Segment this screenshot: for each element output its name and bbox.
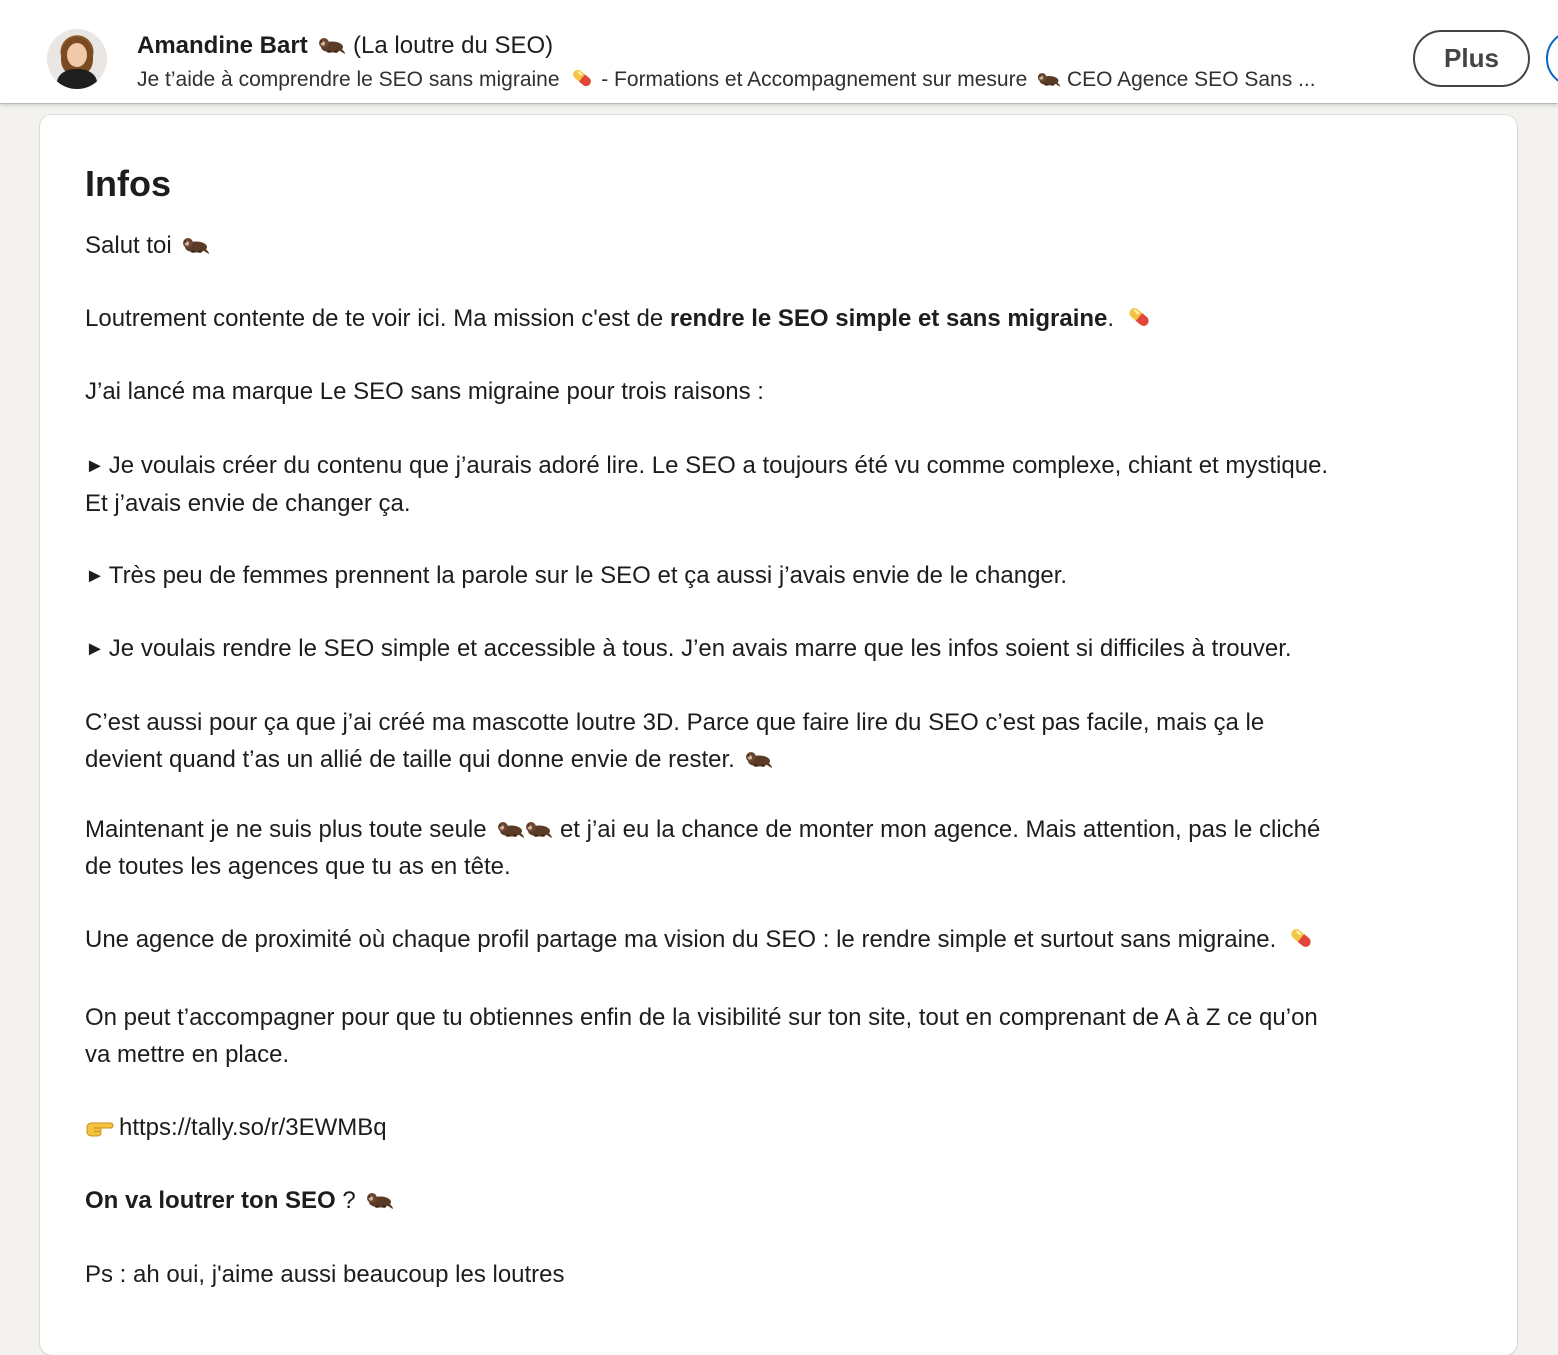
section-title: Infos [85,163,171,204]
otter-emoji-icon [366,1190,394,1210]
otter-emoji-icon [182,235,210,255]
profile-name-suffix: (La loutre du SEO) [353,32,554,59]
otter-emoji-icon [525,819,553,839]
about-reason-2: ► Très peu de femmes prennent la parole sur le SEO et ça aussi j’avais envie de le changer. [85,562,1068,589]
about-intro: Loutrement contente de te voir ici. Ma mission c'est de rendre le SEO simple et sans migraine. [85,300,1480,337]
about-vision: Une agence de proximité où chaque profil partage ma vision du SEO : le rendre simple et surtout sans migraine. [85,921,1480,958]
pill-emoji-icon [569,66,595,90]
otter-emoji-icon [497,819,525,839]
about-reasons-intro: J’ai lancé ma marque Le SEO sans migraine pour trois raisons : [85,378,764,405]
profile-name[interactable]: Amandine Bart [137,32,308,59]
about-ps: Ps : ah oui, j'aime aussi beaucoup les loutres [85,1261,565,1288]
pointing-hand-emoji-icon [85,1116,115,1138]
about-greeting: Salut toi [85,227,1480,264]
otter-emoji-icon [318,35,346,55]
profile-sticky-header [0,0,1558,103]
tally-link[interactable]: https://tally.so/r/3EWMBq [119,1114,387,1141]
profile-headline: Je t’aide à comprendre le SEO sans migraine - Formations et Accompagnement sur mesure CEO Agence SEO Sans ... [137,68,1316,91]
more-button[interactable]: Plus [1413,30,1530,87]
about-mascot: C’est aussi pour ça que j’ai créé ma mascotte loutre 3D. Parce que faire lire du SEO c’est pas facile, mais ça le devient quand t’as un allié de taille qui donne envie de rester. [85,709,1265,773]
about-link-line [85,1109,1480,1146]
triangle-bullet-icon: ► [85,565,105,587]
pill-emoji-icon [1125,304,1153,330]
primary-action-button[interactable] [1546,30,1558,87]
about-agency: Maintenant je ne suis plus toute seule et j’ai eu la chance de monter mon agence. Mais attention, pas le cliché de toutes les agences que tu as en tête. [85,816,1321,880]
triangle-bullet-icon: ► [85,638,105,660]
avatar[interactable] [47,29,107,89]
about-reason-1: ► Je voulais créer du contenu que j’aurais adoré lire. Le SEO a toujours été vu comme complexe, chiant et mystique. Et j’avais envie de changer ça. [85,452,1329,517]
otter-emoji-icon [745,749,773,769]
otter-emoji-icon [1037,70,1061,88]
triangle-bullet-icon: ► [85,455,105,477]
about-cta: On va loutrer ton SEO ? [85,1182,1480,1219]
about-reason-3: ► Je voulais rendre le SEO simple et accessible à tous. J’en avais marre que les infos soient si difficiles à trouver. [85,635,1292,662]
pill-emoji-icon [1287,925,1315,951]
about-offer: On peut t’accompagner pour que tu obtiennes enfin de la visibilité sur ton site, tout en comprenant de A à Z ce qu’on va mettre en place. [85,1004,1318,1068]
profile-name-line [137,30,553,62]
